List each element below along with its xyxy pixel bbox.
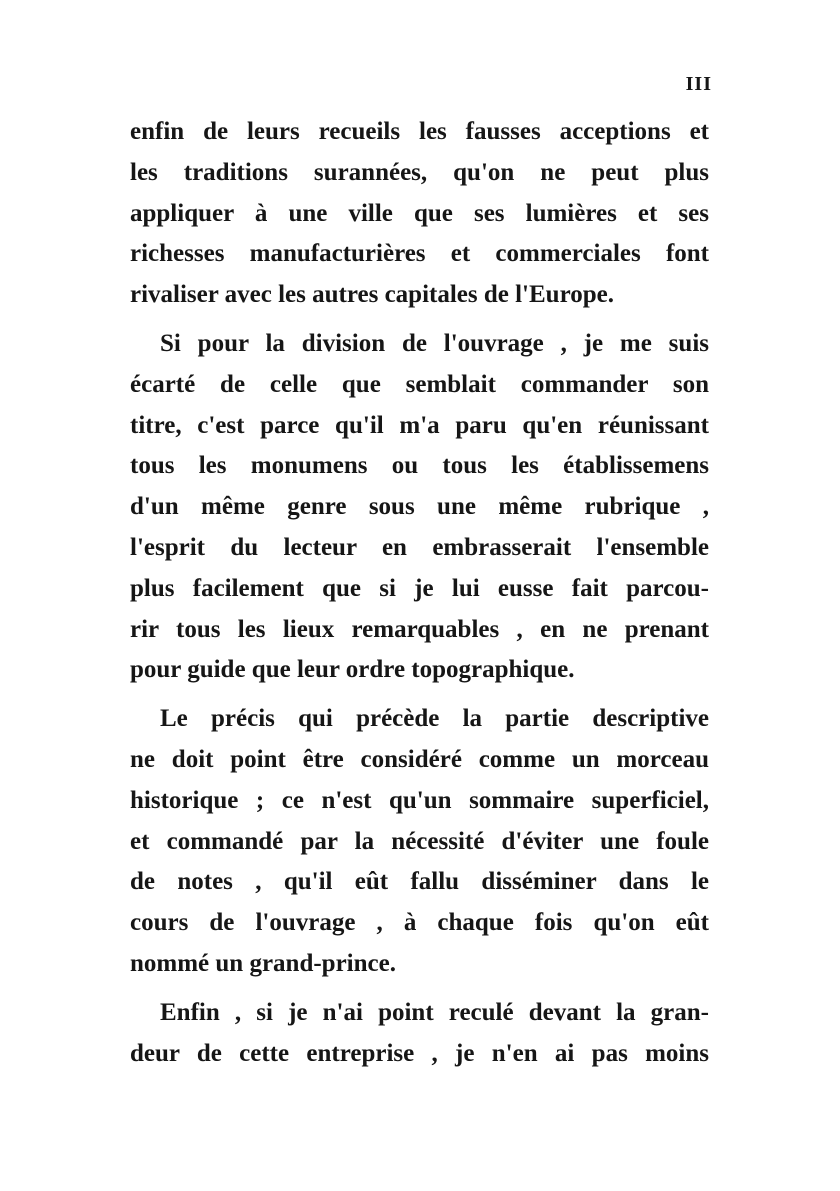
text-line: d'un même genre sous une même rubrique , <box>130 493 709 521</box>
paragraph-precis <box>130 699 709 985</box>
paragraph-continuation <box>130 112 709 316</box>
text-line: et commandé par la nécessité d'éviter une foule <box>130 827 709 855</box>
text-line: les traditions surannées, qu'on ne peut plus <box>130 158 709 186</box>
text-line: l'esprit du lecteur en embrasserait l'ensemble <box>130 533 709 561</box>
text-line: cours de l'ouvrage , à chaque fois qu'on eût <box>130 909 709 937</box>
text-line: historique ; ce n'est qu'un sommaire superficiel, <box>130 786 709 814</box>
paragraph-division <box>130 324 709 691</box>
text-line: titre, c'est parce qu'il m'a paru qu'en réunissant <box>130 411 709 439</box>
text-line: pour guide que leur ordre topographique. <box>130 656 575 684</box>
text-line: nommé un grand-prince. <box>130 949 396 977</box>
text-line: enfin de leurs recueils les fausses acceptions et <box>130 118 709 145</box>
text-line: deur de cette entreprise , je n'en ai pas moins <box>130 1039 709 1067</box>
text-line: écarté de celle que semblait commander son <box>130 370 709 398</box>
text-line: de notes , qu'il eût fallu disséminer dans le <box>130 868 709 896</box>
page-number: III <box>685 73 712 95</box>
text-line: appliquer à une ville que ses lumières et ses <box>130 199 709 227</box>
text-line: plus facilement que si je lui eusse fait parcou- <box>130 574 709 602</box>
text-line: rivaliser avec les autres capitales de l'Europe. <box>130 281 614 309</box>
text-line: rir tous les lieux remarquables , en ne prenant <box>130 615 709 643</box>
text-line: tous les monumens ou tous les établissemens <box>130 452 709 480</box>
paragraph-enfin <box>130 993 709 1075</box>
text-line: Le précis qui précède la partie descriptive <box>160 705 709 733</box>
text-line: richesses manufacturières et commerciales font <box>130 240 709 268</box>
text-line: Si pour la division de l'ouvrage , je me suis <box>160 329 709 357</box>
text-line: ne doit point être considéré comme un morceau <box>130 745 709 773</box>
text-line: Enfin , si je n'ai point reculé devant la gran- <box>160 998 709 1026</box>
body-text <box>130 112 709 1074</box>
